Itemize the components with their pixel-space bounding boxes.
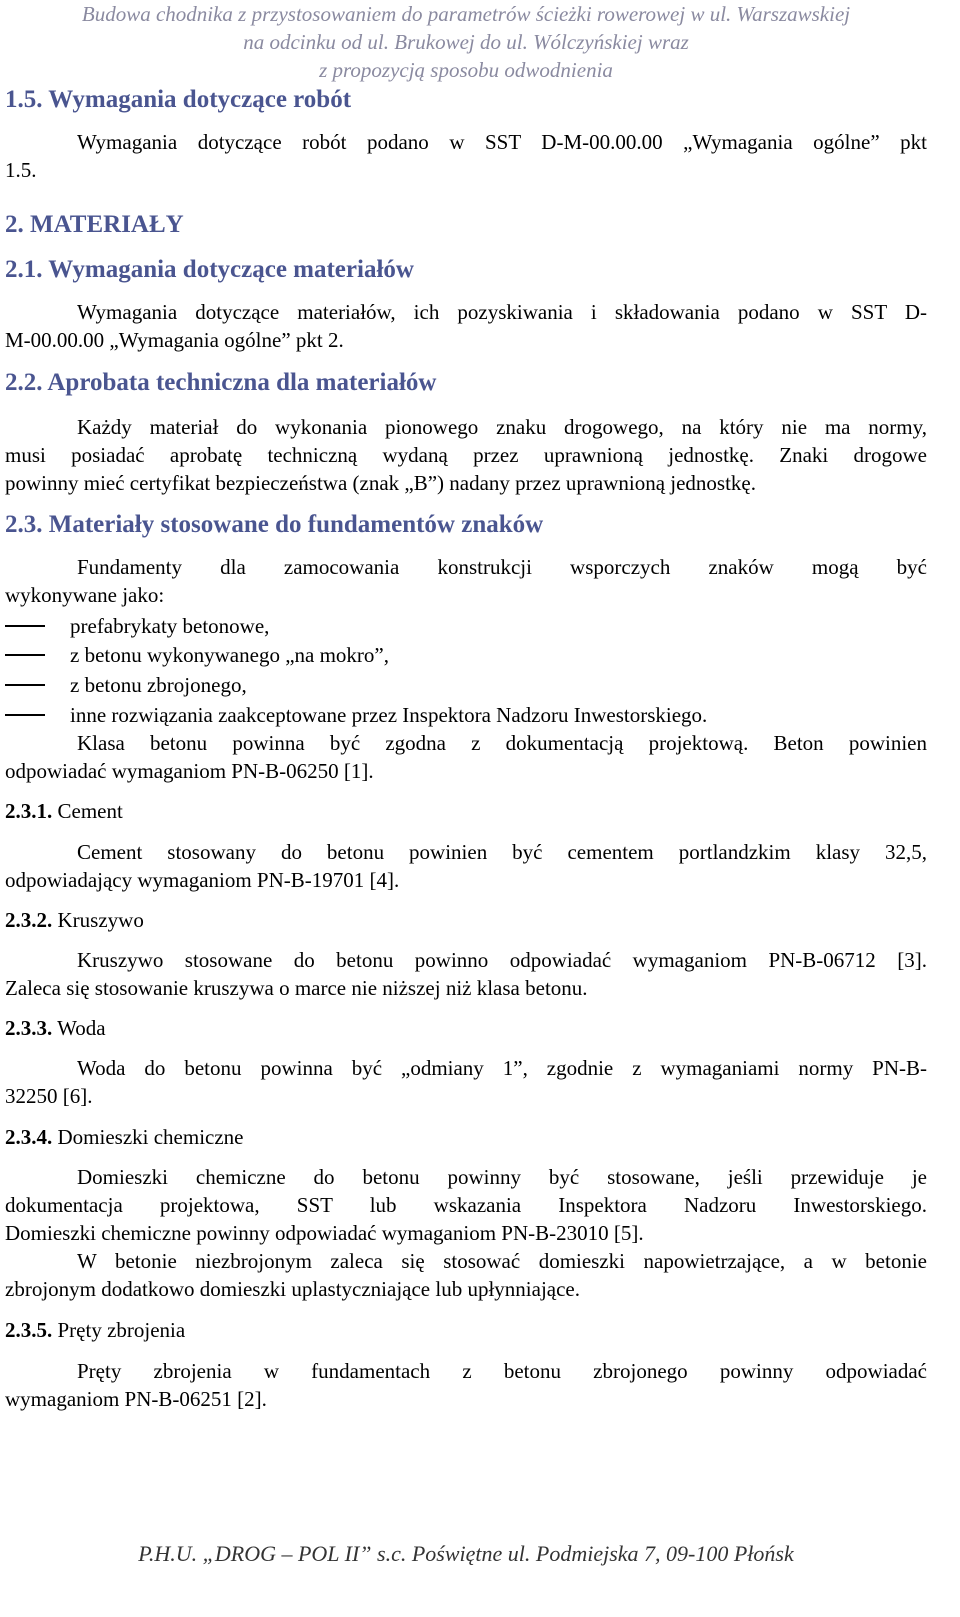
subheading-2-3-5: 2.3.5. Pręty zbrojenia (5, 1318, 186, 1342)
paragraph-line: Zaleca się stosowanie kruszywa o marce nie niższej niż klasa betonu. (5, 976, 588, 1000)
paragraph-line: 1.5. (5, 158, 37, 182)
paragraph-line: Woda do betonu powinna być „odmiany 1”, zgodnie z wymaganiami normy PN-B- (77, 1056, 927, 1080)
page-footer: P.H.U. „DROG – POL II” s.c. Poświętne ul. Podmiejska 7, 09-100 Płońsk (138, 1541, 794, 1566)
paragraph-line: odpowiadający wymaganiom PN-B-19701 [4]. (5, 868, 400, 892)
paragraph-2-2 (5, 413, 927, 497)
paragraph-1-5 (5, 128, 927, 184)
paragraph-2-3-2 (5, 946, 927, 1002)
dash-bullet (5, 654, 45, 656)
paragraph-2-3-5 (5, 1357, 927, 1413)
subheading-2-3-1: 2.3.1. Cement (5, 799, 123, 823)
header-line-1: Budowa chodnika z przystosowaniem do parametrów ścieżki rowerowej w ul. Warszawskiej (81, 2, 851, 26)
dash-bullet (5, 625, 45, 627)
subheading-2-3-4: 2.3.4. Domieszki chemiczne (5, 1125, 244, 1149)
paragraph-2-3-3 (5, 1054, 927, 1110)
paragraph-2-3-intro (5, 553, 927, 609)
subheading-2-3-2: 2.3.2. Kruszywo (5, 908, 144, 932)
paragraph-2-3-1 (5, 838, 927, 894)
list-item: prefabrykaty betonowe, (5, 612, 269, 640)
paragraph-line: W betonie niezbrojonym zaleca się stosować domieszki napowietrzające, a w betonie (77, 1249, 927, 1273)
paragraph-line: Wymagania dotyczące materiałów, ich pozyskiwania i składowania podano w SST D- (77, 300, 927, 324)
paragraph-line: musi posiadać aprobatę techniczną wydaną przez uprawnioną jednostkę. Znaki drogowe (5, 443, 927, 467)
dash-bullet (5, 714, 45, 716)
paragraph-line: zbrojonym dodatkowo domieszki uplastyczniające lub upłynniające. (5, 1277, 580, 1301)
paragraph-line: dokumentacja projektowa, SST lub wskazania Inspektora Nadzoru Inwestorskiego. (5, 1193, 927, 1217)
paragraph-line: Domieszki chemiczne powinny odpowiadać wymaganiom PN-B-23010 [5]. (5, 1221, 644, 1245)
paragraph-line: M-00.00.00 „Wymagania ogólne” pkt 2. (5, 328, 344, 352)
paragraph-line: Fundamenty dla zamocowania konstrukcji wsporczych znaków mogą być (77, 555, 927, 579)
paragraph-line: odpowiadać wymaganiom PN-B-06250 [1]. (5, 759, 374, 783)
heading-2-2: 2.2. Aprobata techniczna dla materiałów (5, 369, 437, 396)
paragraph-line: Domieszki chemiczne do betonu powinny być stosowane, jeśli przewiduje je (77, 1165, 927, 1189)
paragraph-line: Wymagania dotyczące robót podano w SST D-M-00.00.00 „Wymagania ogólne” pkt (77, 130, 927, 154)
list-item: z betonu wykonywanego „na mokro”, (5, 641, 389, 669)
paragraph-line: 32250 [6]. (5, 1084, 93, 1108)
subheading-2-3-3: 2.3.3. Woda (5, 1016, 106, 1040)
heading-1-5: 1.5. Wymagania dotyczące robót (5, 86, 352, 113)
paragraph-line: wykonywane jako: (5, 583, 165, 607)
paragraph-line: Klasa betonu powinna być zgodna z dokumentacją projektową. Beton powinien (77, 731, 927, 755)
paragraph-line: wymaganiom PN-B-06251 [2]. (5, 1387, 267, 1411)
page-header (0, 0, 932, 84)
heading-2: 2. MATERIAŁY (5, 211, 184, 238)
paragraph-2-1 (5, 298, 927, 354)
paragraph-2-3-concrete (5, 729, 927, 785)
heading-2-1: 2.1. Wymagania dotyczące materiałów (5, 256, 414, 283)
paragraph-line: Cement stosowany do betonu powinien być cementem portlandzkim klasy 32,5, (77, 840, 927, 864)
heading-2-3: 2.3. Materiały stosowane do fundamentów znaków (5, 511, 544, 538)
dash-bullet (5, 684, 45, 686)
header-line-2: na odcinku od ul. Brukowej do ul. Wólczyńskiej wraz (243, 30, 689, 54)
paragraph-2-3-4 (5, 1163, 927, 1303)
paragraph-line: Pręty zbrojenia w fundamentach z betonu zbrojonego powinny odpowiadać (77, 1359, 927, 1383)
paragraph-line: Każdy materiał do wykonania pionowego znaku drogowego, na który nie ma normy, (77, 415, 927, 439)
list-item: inne rozwiązania zaakceptowane przez Inspektora Nadzoru Inwestorskiego. (5, 701, 707, 729)
paragraph-line: Kruszywo stosowane do betonu powinno odpowiadać wymaganiom PN-B-06712 [3]. (77, 948, 927, 972)
header-line-3: z propozycją sposobu odwodnienia (319, 58, 613, 82)
paragraph-line: powinny mieć certyfikat bezpieczeństwa (znak „B”) nadany przez uprawnioną jednostkę. (5, 471, 757, 495)
list-item: z betonu zbrojonego, (5, 671, 247, 699)
